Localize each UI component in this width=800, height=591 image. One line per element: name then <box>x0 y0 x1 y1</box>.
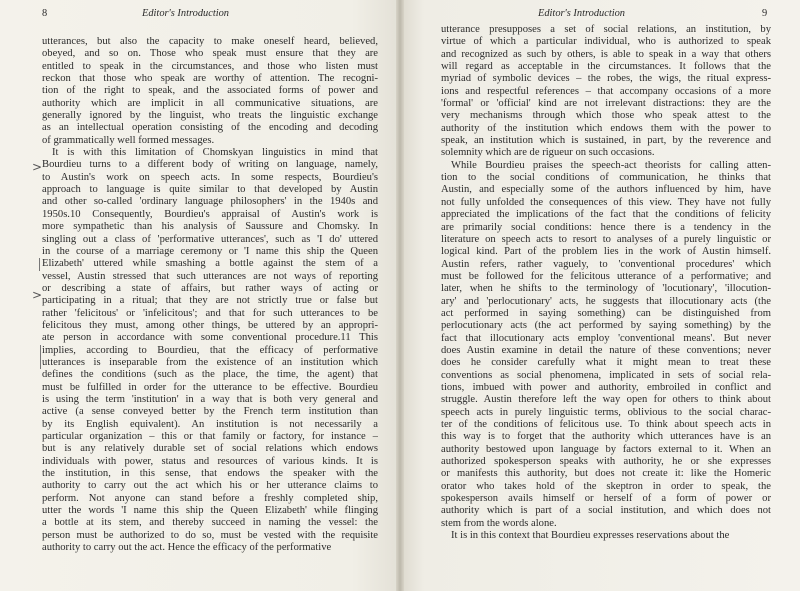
text-line: as an intellectual operation consisting of the encoding and decoding <box>42 122 378 134</box>
text-line: ate person in accordance with some conventional procedure.11 This <box>42 332 378 344</box>
text-line: literature on speech acts to resort to analyses of a purely linguistic or <box>441 233 771 245</box>
text-line: tion to the social conditions of communication, he thinks that <box>441 172 771 184</box>
text-line: singling out a class of 'performative utterances', such as 'I do' uttered <box>42 233 378 245</box>
text-line: myriad of symbolic devices – the robes, the wigs, the ritual express- <box>441 73 771 85</box>
right-running-head: Editor's Introduction <box>538 8 625 19</box>
book-gutter <box>396 0 404 591</box>
text-line: speak, an institution which is sustained, in part, by the reverence and <box>441 135 771 147</box>
text-line: virtue of which a particular individual, who is authorized to speak <box>441 36 771 48</box>
text-line: While Bourdieu praises the speech-act theorists for calling atten- <box>451 159 771 171</box>
text-line: of grammatically well formed messages. <box>42 134 215 146</box>
text-line: 1950s.10 Consequently, Bourdieu's appraisal of Austin's work is <box>42 208 378 220</box>
text-line: struggle. Austin therefore left the way open for others to think about <box>441 394 771 406</box>
text-line: ter of the conditions of felicitous use. To think about speech acts in <box>441 419 771 430</box>
text-line: logical kind. Part of the problem lies in the work of Austin himself. <box>441 246 771 258</box>
text-line: later, when he shifts to the terminology of 'locutionary', 'illocution- <box>441 283 771 295</box>
text-line: Bourdieu turns to a different body of writing on language, namely, <box>42 159 378 171</box>
text-line: speech acts in purely linguistic terms, oblivious to the social charac- <box>441 406 771 418</box>
left-page-number: 8 <box>42 8 48 19</box>
text-line: tion of the right to speak, and the associated forms of power and <box>42 85 378 97</box>
text-line: authority to carry out the act. Hence the efficacy of the performative <box>42 542 332 554</box>
text-line: individuals with power, status and resources of various kinds. It is <box>42 455 378 467</box>
text-line: ary' and 'perlocutionary' acts, he suggests that illocutionary acts (the <box>441 295 771 307</box>
text-line: reckon that those who speak are worthy of attention. The recogni- <box>42 73 378 85</box>
text-line: It is in this context that Bourdieu expresses reservations about the <box>451 530 730 542</box>
text-line: orator who takes hold of the skeptron in order to speak, the <box>441 480 771 492</box>
text-line: ions and respectful references – that accompany occasions of a more <box>441 85 771 97</box>
text-line: utter the words 'I name this ship the Queen Elizabeth' while flinging <box>42 505 378 517</box>
text-line: will regard as acceptable in the circumstances. It follows that the <box>441 61 771 73</box>
text-line: act performed in saying something) can be distinguished from <box>441 307 771 319</box>
text-line: approach to language is quite similar to that developed by Austin <box>42 184 378 196</box>
margin-arrow-mark: > <box>32 288 43 302</box>
text-line: spokesperson avails himself or herself of a form of power or <box>441 493 771 505</box>
text-line: utterance presupposes a set of social relations, an institution, by <box>441 24 771 35</box>
text-line: rather 'felicitous' or 'infelicitous'; and that for such utterances to be <box>42 307 378 319</box>
text-line: participating in a ritual; that they are not strictly true or false but <box>42 295 378 307</box>
text-line: utterances is inseparable from the existence of an institution which <box>42 356 378 368</box>
text-line: Austin, and especially some of the authors influenced by him, have <box>441 184 771 196</box>
text-line: perlocutionary acts (the act performed by saying something) by the <box>441 320 771 332</box>
text-line: particular organization – this or that family or factory, for instance – <box>42 431 378 442</box>
text-line: fact that illocutionary acts employ 'conventional means'. But never <box>441 332 771 344</box>
text-line: person must be authorized to do so, must be vested with the requisite <box>42 529 378 541</box>
text-line: utterances, but also the capacity to make oneself heard, believed, <box>42 36 378 47</box>
text-line: implies, according to Bourdieu, that the efficacy of performative <box>42 344 378 356</box>
text-line: authority to carry out the act which his or her utterance claims to <box>42 480 378 492</box>
text-line: does he consider carefully what it might mean to treat these <box>441 357 771 369</box>
text-line: the institution, in this sense, that endows the speaker with the <box>42 468 378 480</box>
text-line: more sympathetic than his analysis of Saussure and Chomsky. In <box>42 221 378 233</box>
text-line: are primarily social conditions: hence there is a tendency in the <box>441 221 771 233</box>
text-line: to Austin's work on speech acts. In some respects, Bourdieu's <box>42 171 378 183</box>
text-line: authorized spokesperson speaks with authority, he or she expresses <box>441 456 771 468</box>
text-line: tions, imbued with power and authority, embroiled in conflict and <box>441 381 771 393</box>
text-line: appreciated the implications of the fact that the conditions of felicity <box>441 209 771 221</box>
text-line: must be fulfilled in order for the utterance to be effective. Bourdieu <box>42 381 378 393</box>
text-line: authority which is part of a social institution, and which does not <box>441 505 771 517</box>
text-line: perform. Not anyone can stand before a freshly completed ship, <box>42 492 378 504</box>
margin-arrow-mark: > <box>32 160 43 174</box>
text-line: must be followed for the felicitous utterance of a performative; and <box>441 270 771 282</box>
text-line: entitled to speak in the circumstances, and those who listen must <box>42 60 378 72</box>
text-line: Elizabeth' uttered while smashing a bottle against the stem of a <box>42 258 378 270</box>
text-line: 'formal' or 'official' kind are not irrelevant distractions: they are the <box>441 98 771 110</box>
text-line: conventions as social phenomena, implicated in sets of social rela- <box>441 369 771 381</box>
text-line: is using the term 'institution' in a way that is both very general and <box>42 393 378 405</box>
text-line: and other so-called 'ordinary language philosophers' in the 1940s and <box>42 196 378 208</box>
right-page-number: 9 <box>762 8 768 19</box>
text-line: but is any relatively durable set of social relations which endows <box>42 443 378 455</box>
text-line: generally ignored by the linguist, who treats the linguistic exchange <box>42 110 378 122</box>
text-line: does Austin examine in detail the nature of these conventions; never <box>441 344 771 356</box>
text-line: obeyed, and so on. Those who speak must ensure that they are <box>42 48 378 60</box>
text-line: authority of the institution which endows them with the power to <box>441 122 771 134</box>
text-line: by its English equivalent). An institution is not necessarily a <box>42 418 378 430</box>
right-body-text <box>441 24 771 542</box>
text-line: or manifests this authority, but does not create it: like the Homeric <box>441 468 771 480</box>
text-line: solemnity which are de rigueur on such occasions. <box>441 147 655 159</box>
text-line: this way is to forget that the authority which utterances have is an <box>441 431 771 443</box>
left-running-head: Editor's Introduction <box>142 8 229 19</box>
text-line: stem from the words alone. <box>441 517 557 529</box>
text-line: active (a sense conveyed better by the French term institution than <box>42 406 378 418</box>
text-line: in the course of a marriage ceremony or 'I name this ship the Queen <box>42 245 378 257</box>
text-line: authority bestowed upon language by factors external to it. When an <box>441 443 771 455</box>
text-line: very mechanisms through which those who speak attest to the <box>441 110 771 122</box>
text-line: vessel, Austin stressed that such utterances are not ways of reporting <box>42 270 378 282</box>
text-line: defines the conditions (such as the place, the time, the agent) that <box>42 369 378 381</box>
text-line: not fully unfolded the consequences of this view. They have not fully <box>441 196 771 208</box>
text-line: Austin refers, rather vaguely, to 'conventional procedures' which <box>441 258 771 270</box>
text-line: authority which are implicit in all communicative situations, are <box>42 97 378 109</box>
text-line: felicitous they must, among other things, be uttered by an appropri- <box>42 319 378 331</box>
text-line: It is with this limitation of Chomskyan linguistics in mind that <box>52 147 378 159</box>
text-line: a bottle at its stem, and thereby succeed in naming the vessel: the <box>42 517 378 529</box>
text-line: or describing a state of affairs, but rather ways of acting or <box>42 282 378 294</box>
left-body-text <box>42 36 378 554</box>
right-page <box>400 0 800 591</box>
text-line: and recognized as such by others, is able to speak in a way that others <box>441 48 771 60</box>
